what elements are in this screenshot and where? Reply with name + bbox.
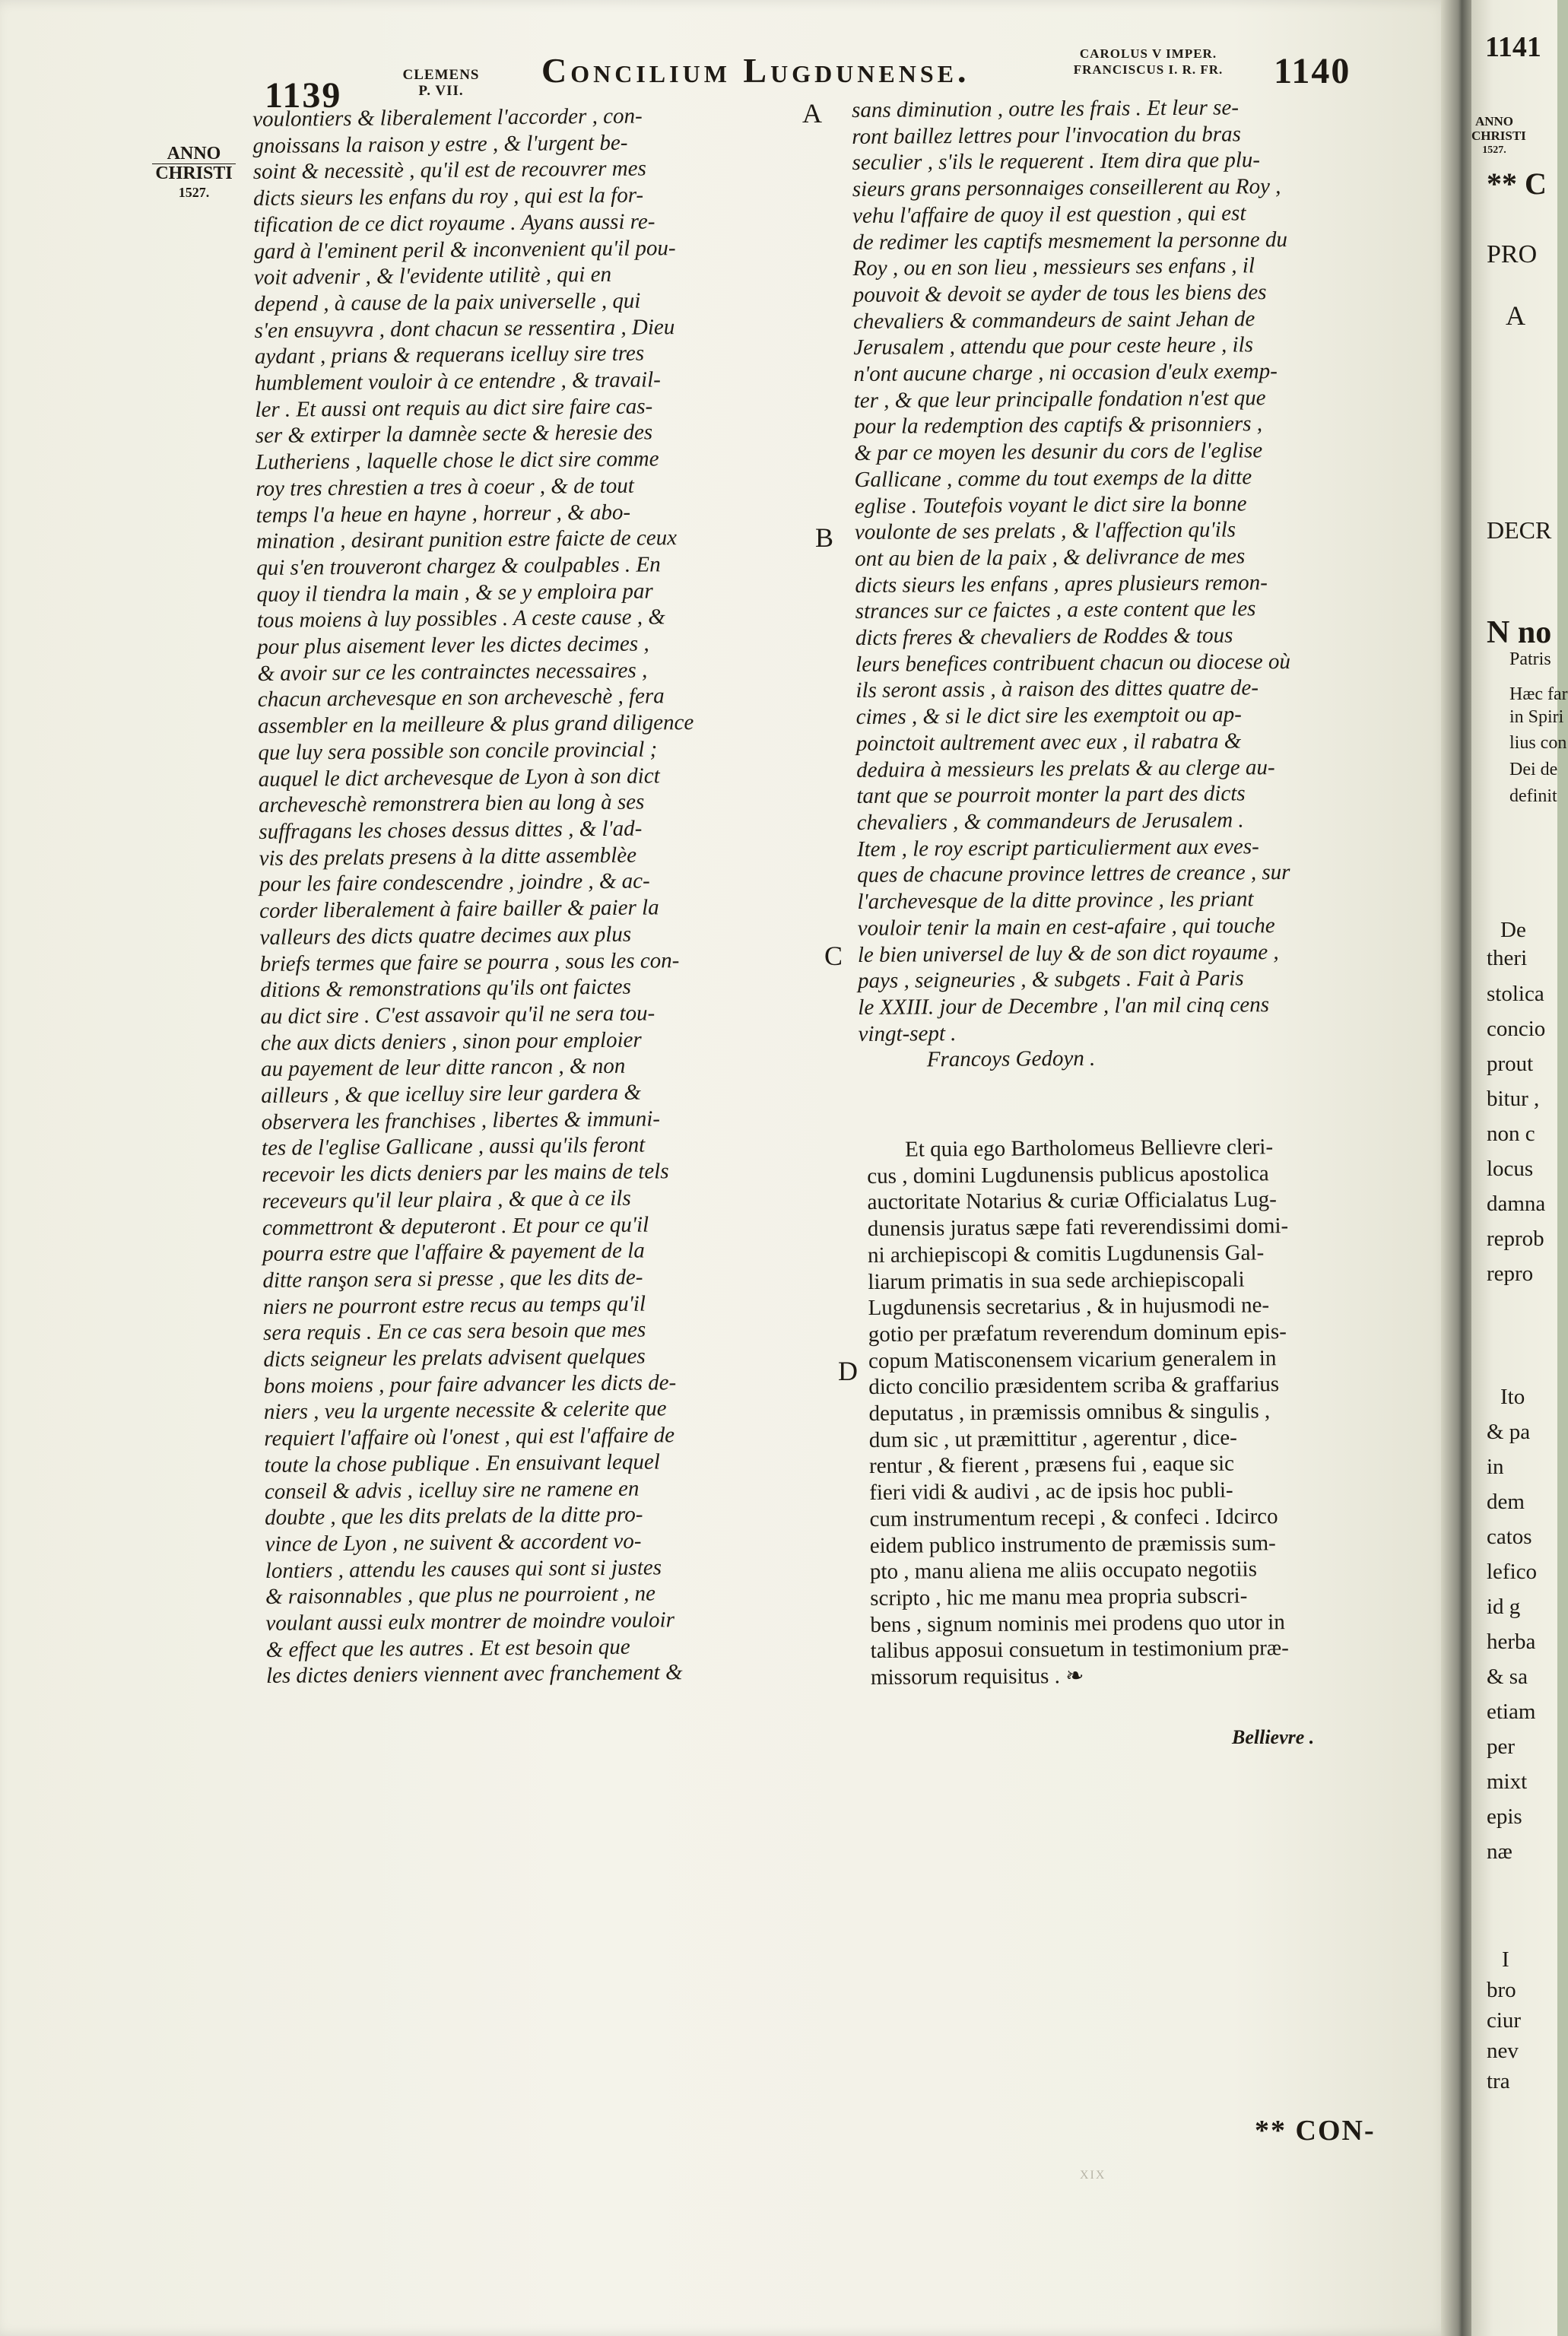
signature-gedoyn: Francoys Gedoyn . xyxy=(926,1046,1096,1072)
running-head-right-line1: CAROLUS V IMPER. xyxy=(1079,46,1217,61)
facing-line: mixt xyxy=(1487,1769,1528,1794)
facing-line: bitur , xyxy=(1487,1087,1540,1111)
text-line: lontiers , attendu les causes qui sont si justes xyxy=(265,1555,662,1583)
facing-line: PRO xyxy=(1487,240,1538,268)
text-line: vince de Lyon , ne suivent & accordent vo- xyxy=(265,1528,642,1557)
facing-margin-year: 1527. xyxy=(1482,144,1506,156)
text-line: archeveschè remonstrera bien au long à ses xyxy=(258,789,645,818)
text-line: chevaliers & commandeurs de saint Jehan de xyxy=(852,306,1255,334)
facing-line: lefico xyxy=(1487,1560,1538,1584)
facing-line: catos xyxy=(1487,1525,1532,1549)
text-line: dicto concilio præsidentem scriba & graffarius xyxy=(868,1372,1280,1400)
text-line: pour plus aisement lever les dictes decimes , xyxy=(257,631,649,660)
text-line: ils seront assis , à raison des dittes quatre de- xyxy=(855,675,1259,703)
text-line: que luy sera possible son concile provincial ; xyxy=(258,737,658,765)
right-page-number: 1140 xyxy=(1274,51,1351,91)
margin-note-anno: ANNO xyxy=(152,144,236,164)
text-line: depend , à cause de la paix universelle , qui xyxy=(254,288,641,316)
facing-line: herba xyxy=(1487,1630,1536,1654)
text-line: vehu l'affaire de quoy il est question , qui est xyxy=(852,201,1246,228)
text-line: tes de l'eglise Gallicane , aussi qu'ils feront xyxy=(261,1132,646,1161)
running-head-left xyxy=(380,67,502,99)
text-line: voulontiers & liberalement l'accorder , con- xyxy=(252,103,643,132)
margin-note-year: 1527. xyxy=(178,185,210,200)
right-column-french xyxy=(852,94,1293,1074)
facing-line: in xyxy=(1487,1455,1504,1479)
text-line: ni archiepiscopi & comitis Lugdunensis Gal- xyxy=(867,1240,1265,1268)
section-letter-c: C xyxy=(824,941,843,971)
text-line: bens , signum nominis mei prodens quo utor in xyxy=(870,1609,1285,1637)
text-line: quoy il tiendra la main , & se y emploira par xyxy=(256,579,653,607)
facing-page-number: 1141 xyxy=(1485,31,1541,63)
text-line: pouvoit & devoit se ayder de tous les biens des xyxy=(852,280,1267,307)
text-line: ditte ranşon sera si presse , que les dits de- xyxy=(262,1265,643,1293)
text-line: temps l'a heue en hayne , horreur , & abo- xyxy=(256,500,631,528)
left-page-number: 1139 xyxy=(265,75,342,116)
text-line: gard à l'eminent peril & inconvenient qu'il pou- xyxy=(253,235,676,264)
section-letter-d: D xyxy=(838,1356,858,1386)
facing-line: I xyxy=(1502,1947,1509,1972)
text-line: commettront & deputeront . Et pour ce qu'il xyxy=(262,1212,649,1240)
text-line: vingt-sept . xyxy=(858,1020,957,1046)
text-line: gnoissans la raison y estre , & l'urgent be- xyxy=(252,130,628,158)
text-line: mination , desirant punition estre faicte de ceux xyxy=(256,525,678,554)
text-line: doubte , que les dits prelats de la ditte pro- xyxy=(265,1502,643,1531)
text-line: ditions & remonstrations qu'ils ont faictes xyxy=(260,974,631,1003)
text-line: suffragans les choses dessus dittes , & l'ad- xyxy=(259,816,643,844)
text-line: copum Matisconensem vicarium generalem in xyxy=(868,1345,1277,1373)
text-line: dicts freres & chevaliers de Roddes & tous xyxy=(855,623,1233,651)
facing-line: prout xyxy=(1487,1052,1534,1076)
text-line: humblement vouloir à ce entendre , & travail- xyxy=(255,367,661,396)
text-line: pays , seigneuries , & subgets . Fait à Paris xyxy=(858,966,1244,994)
page-stamp: XIX xyxy=(1080,2169,1106,2182)
facing-line: bro xyxy=(1487,1978,1516,2002)
text-line: le XXIII. jour de Decembre , l'an mil cinq cens xyxy=(858,992,1270,1020)
facing-line: Patris xyxy=(1509,649,1551,669)
text-line: qui s'en trouveront chargez & coulpables . En xyxy=(256,552,661,580)
facing-line: ** C xyxy=(1487,167,1547,201)
margin-note-christi: CHRISTI xyxy=(155,163,233,183)
text-line: ques de chacune province lettres de creance , sur xyxy=(857,860,1290,888)
text-line: niers , veu la urgente necessite & celerite que xyxy=(263,1396,667,1425)
text-line: briefs termes que faire se pourra , sous les con- xyxy=(259,947,680,976)
facing-line: De xyxy=(1500,918,1526,942)
running-head-right xyxy=(1042,46,1255,78)
facing-line: epis xyxy=(1487,1804,1522,1829)
text-line: deputatus , in præmissis omnibus & singulis , xyxy=(868,1398,1271,1427)
text-line: voit advenir , & l'evidente utilitè , qui en xyxy=(253,262,612,290)
text-line: pto , manu aliena me aliis occupato negotiis xyxy=(869,1557,1258,1585)
text-line: vis des prelats presens à la ditte assemblèe xyxy=(259,843,637,871)
text-line: corder liberalement à faire bailler & paier la xyxy=(259,895,659,924)
text-line: sieurs grans personnaiges conseillerent au Roy , xyxy=(852,174,1281,202)
text-line: poinctoit aultrement avec eux , il rabatra & xyxy=(855,728,1242,756)
text-line: n'ont aucune charge , ni occasion d'eulx exemp- xyxy=(853,359,1278,387)
text-line: dum sic , ut præmittitur , agerentur , dice- xyxy=(868,1425,1237,1452)
text-line: rentur , & fierent , præsens fui , eaque sic xyxy=(868,1452,1235,1479)
right-column-latin xyxy=(867,1134,1291,1691)
facing-line: theri xyxy=(1487,946,1528,970)
section-letter-b: B xyxy=(815,522,834,553)
text-line: Lugdunensis secretarius , & in hujusmodi ne- xyxy=(868,1293,1270,1321)
facing-line: ciur xyxy=(1487,2008,1522,2033)
text-line: Roy , ou en son lieu , messieurs ses enfans , il xyxy=(852,253,1255,281)
text-line: Jerusalem , attendu que pour ceste heure , ils xyxy=(853,332,1254,360)
text-line: & par ce moyen les desunir du cors de l'eglise xyxy=(854,438,1263,466)
text-line: dunensis juratus sæpe fati reverendissimi domi- xyxy=(867,1214,1289,1242)
text-line: vouloir tenir la main en cest-afaire , qui touche xyxy=(857,912,1275,941)
text-line: Gallicane , comme du tout exemps de la ditte xyxy=(854,465,1252,492)
facing-line: concio xyxy=(1487,1017,1546,1041)
left-column xyxy=(252,103,702,1690)
page-title: Concilium Lugdunense. xyxy=(541,51,970,90)
text-line: chevaliers , & commandeurs de Jerusalem . xyxy=(856,808,1244,835)
text-line: les dictes deniers viennent avec franchement & xyxy=(265,1660,683,1689)
facing-line: id g xyxy=(1487,1595,1521,1619)
facing-margin-anno: ANNO xyxy=(1474,114,1514,129)
facing-line: dem xyxy=(1487,1490,1525,1514)
text-line: dicts seigneur les prelats advisent quelques xyxy=(263,1344,646,1372)
facing-margin-christi: CHRISTI xyxy=(1471,129,1526,143)
text-line: missorum requisitus . ❧ xyxy=(870,1664,1084,1690)
text-line: observera les franchises , libertes & immuni- xyxy=(261,1106,661,1135)
text-line: leurs benefices contribuent chacun ou diocese où xyxy=(855,649,1291,677)
text-line: cus , domini Lugdunensis publicus apostolica xyxy=(867,1161,1269,1189)
facing-line: damna xyxy=(1487,1192,1546,1216)
text-line: requiert l'affaire où l'onest , qui est l'affaire de xyxy=(264,1423,675,1452)
facing-line: reprob xyxy=(1487,1227,1544,1251)
facing-line: A xyxy=(1506,300,1525,331)
text-line: che aux dicts deniers , sinon pour emploier xyxy=(260,1027,642,1055)
text-line: & raisonnables , que plus ne pourroient , ne xyxy=(265,1581,656,1610)
facing-line: N no xyxy=(1487,615,1552,650)
facing-line: per xyxy=(1487,1735,1516,1759)
text-line: sera requis . En ce cas sera besoin que mes xyxy=(262,1317,646,1346)
text-line: tant que se pourroit monter la part des dicts xyxy=(856,781,1246,809)
text-line: liarum primatis in sua sede archiepiscopali xyxy=(868,1267,1245,1294)
text-line: sans diminution , outre les frais . Et leur se- xyxy=(852,95,1239,122)
facing-margin-note xyxy=(1471,114,1526,157)
text-line: au payement de leur ditte rancon , & non xyxy=(260,1054,626,1082)
text-line: gotio per præfatum reverendum dominum epis- xyxy=(868,1319,1287,1347)
text-line: Et quia ego Bartholomeus Bellievre cleri- xyxy=(905,1135,1274,1162)
text-line: ler . Et aussi ont requis au dict sire faire cas- xyxy=(255,394,653,422)
text-line: & effect que les autres . Et est besoin que xyxy=(265,1634,630,1662)
text-line: recevoir les dicts deniers par les mains de tels xyxy=(262,1159,669,1188)
text-line: bons moiens , pour faire advancer les dicts de- xyxy=(263,1370,677,1398)
facing-line: Hæc far xyxy=(1509,684,1568,704)
text-line: soint & necessitè , qu'il est de recouvrer mes xyxy=(252,156,646,185)
text-line: dicts sieurs les enfans , apres plusieurs remon- xyxy=(855,570,1268,598)
text-line: tous moiens à luy possibles . A ceste cause , & xyxy=(256,605,666,633)
running-head-left-line2: P. VII. xyxy=(418,83,464,99)
text-line: ter , & que leur principalle fondation n'est que xyxy=(853,385,1266,413)
facing-line: non c xyxy=(1487,1122,1535,1146)
text-line: le bien universel de luy & de son dict royaume , xyxy=(857,939,1279,967)
text-line: fieri vidi & audivi , ac de ipsis hoc publi- xyxy=(869,1477,1233,1506)
text-line: niers ne pourront estre recus au temps qu'il xyxy=(262,1291,646,1319)
text-line: valleurs des dicts quatre decimes aux plus xyxy=(259,922,632,950)
text-line: voulant aussi eulx montrer de moindre vouloir xyxy=(265,1608,675,1636)
text-line: receveurs qu'il leur plaira , & que à ce ils xyxy=(262,1185,631,1214)
text-line: pourra estre que l'affaire & payement de la xyxy=(262,1238,645,1267)
text-line: au dict sire . C'est assavoir qu'il ne sera tou- xyxy=(260,1001,655,1029)
text-line: ront baillez lettres pour l'invocation du bras xyxy=(852,122,1242,149)
facing-line: locus xyxy=(1487,1157,1534,1181)
signature-bellievre: Bellievre . xyxy=(1232,1726,1315,1748)
text-line: ser & extirper la damnèe secte & heresie des xyxy=(255,420,653,449)
text-line: conseil & advis , icelluy sire ne ramene en xyxy=(264,1476,640,1504)
facing-line: & sa xyxy=(1487,1665,1528,1689)
text-line: assembler en la meilleure & plus grand diligence xyxy=(257,710,694,739)
text-line: seculier , s'ils le requerent . Item dira que plu- xyxy=(852,148,1261,176)
facing-line: definit xyxy=(1509,786,1557,806)
text-line: chacun archevesque en son archeveschè , fera xyxy=(257,684,665,713)
text-line: eidem publico instrumento de præmissis sum- xyxy=(869,1530,1276,1558)
text-line: Item , le roy escript particulierment aux eves- xyxy=(856,833,1259,862)
text-line: auquel le dict archevesque de Lyon à son dict xyxy=(258,763,660,792)
section-letter-a: A xyxy=(802,98,822,129)
facing-line: nev xyxy=(1487,2039,1519,2063)
facing-line: tra xyxy=(1487,2069,1510,2093)
text-line: dicts sieurs les enfans du roy , qui est la for- xyxy=(252,182,644,211)
text-line: eglise . Toutefois voyant le dict sire la bonne xyxy=(854,490,1247,519)
text-line: auctoritate Notarius & curiæ Officialatus Lug- xyxy=(867,1187,1277,1215)
facing-line: repro xyxy=(1487,1262,1534,1286)
facing-line: in Spiri xyxy=(1509,707,1564,727)
catchword: ** CON- xyxy=(1255,2115,1376,2147)
text-line: l'archevesque de la ditte province , les priant xyxy=(857,887,1254,915)
facing-line: DECR xyxy=(1487,516,1552,544)
text-line: s'en ensuyvra , dont chacun se ressentira , Dieu xyxy=(254,314,675,343)
text-line: cimes , & si le dict sire les exemptoit ou ap- xyxy=(855,702,1242,730)
margin-note-anno-christi xyxy=(152,144,236,202)
text-line: strances sur ce faictes , a este content que les xyxy=(855,596,1256,624)
facing-line: & pa xyxy=(1487,1420,1531,1444)
text-line: aydant , prians & requerans icelluy sire tres xyxy=(254,341,645,370)
facing-line: Ito xyxy=(1500,1385,1525,1409)
text-line: Lutheriens , laquelle chose le dict sire comme xyxy=(255,446,659,475)
facing-page xyxy=(1471,0,1568,2336)
text-line: roy tres chrestien a tres à coeur , & de tout xyxy=(256,473,634,501)
running-head-right-line2: FRANCISCUS I. R. FR. xyxy=(1073,62,1224,77)
facing-line: stolica xyxy=(1487,982,1544,1006)
text-line: talibus apposui consuetum in testimonium præ- xyxy=(870,1636,1289,1664)
text-line: voulonte de ses prelats , & l'affection qu'ils xyxy=(854,517,1236,545)
running-head-left-line1: CLEMENS xyxy=(402,67,480,83)
text-line: tification de ce dict royaume . Ayans aussi re- xyxy=(253,209,655,237)
text-line: de redimer les captifs mesmement la personne du xyxy=(852,227,1287,255)
facing-line: næ xyxy=(1487,1839,1512,1864)
facing-line: etiam xyxy=(1487,1700,1536,1724)
text-line: ont au bien de la paix , & delivrance de mes xyxy=(855,544,1246,571)
text-line: scripto , hic me manu mea propria subscri- xyxy=(870,1583,1248,1611)
text-line: ailleurs , & que icelluy sire leur gardera & xyxy=(261,1080,642,1108)
text-line: toute la chose publique . En ensuivant lequel xyxy=(264,1449,660,1477)
text-line: deduira à messieurs les prelats & au clerge au- xyxy=(856,754,1275,782)
text-line: pour les faire condescendre , joindre , & ac- xyxy=(259,868,650,897)
text-line: cum instrumentum recepi , & confeci . Idcirco xyxy=(869,1504,1278,1531)
text-line: & avoir sur ce les contrainctes necessaires , xyxy=(257,658,648,686)
text-line: pour la redemption des captifs & prisonniers , xyxy=(853,411,1263,440)
facing-line: Dei de xyxy=(1509,760,1558,779)
facing-line: lius con xyxy=(1509,733,1567,753)
